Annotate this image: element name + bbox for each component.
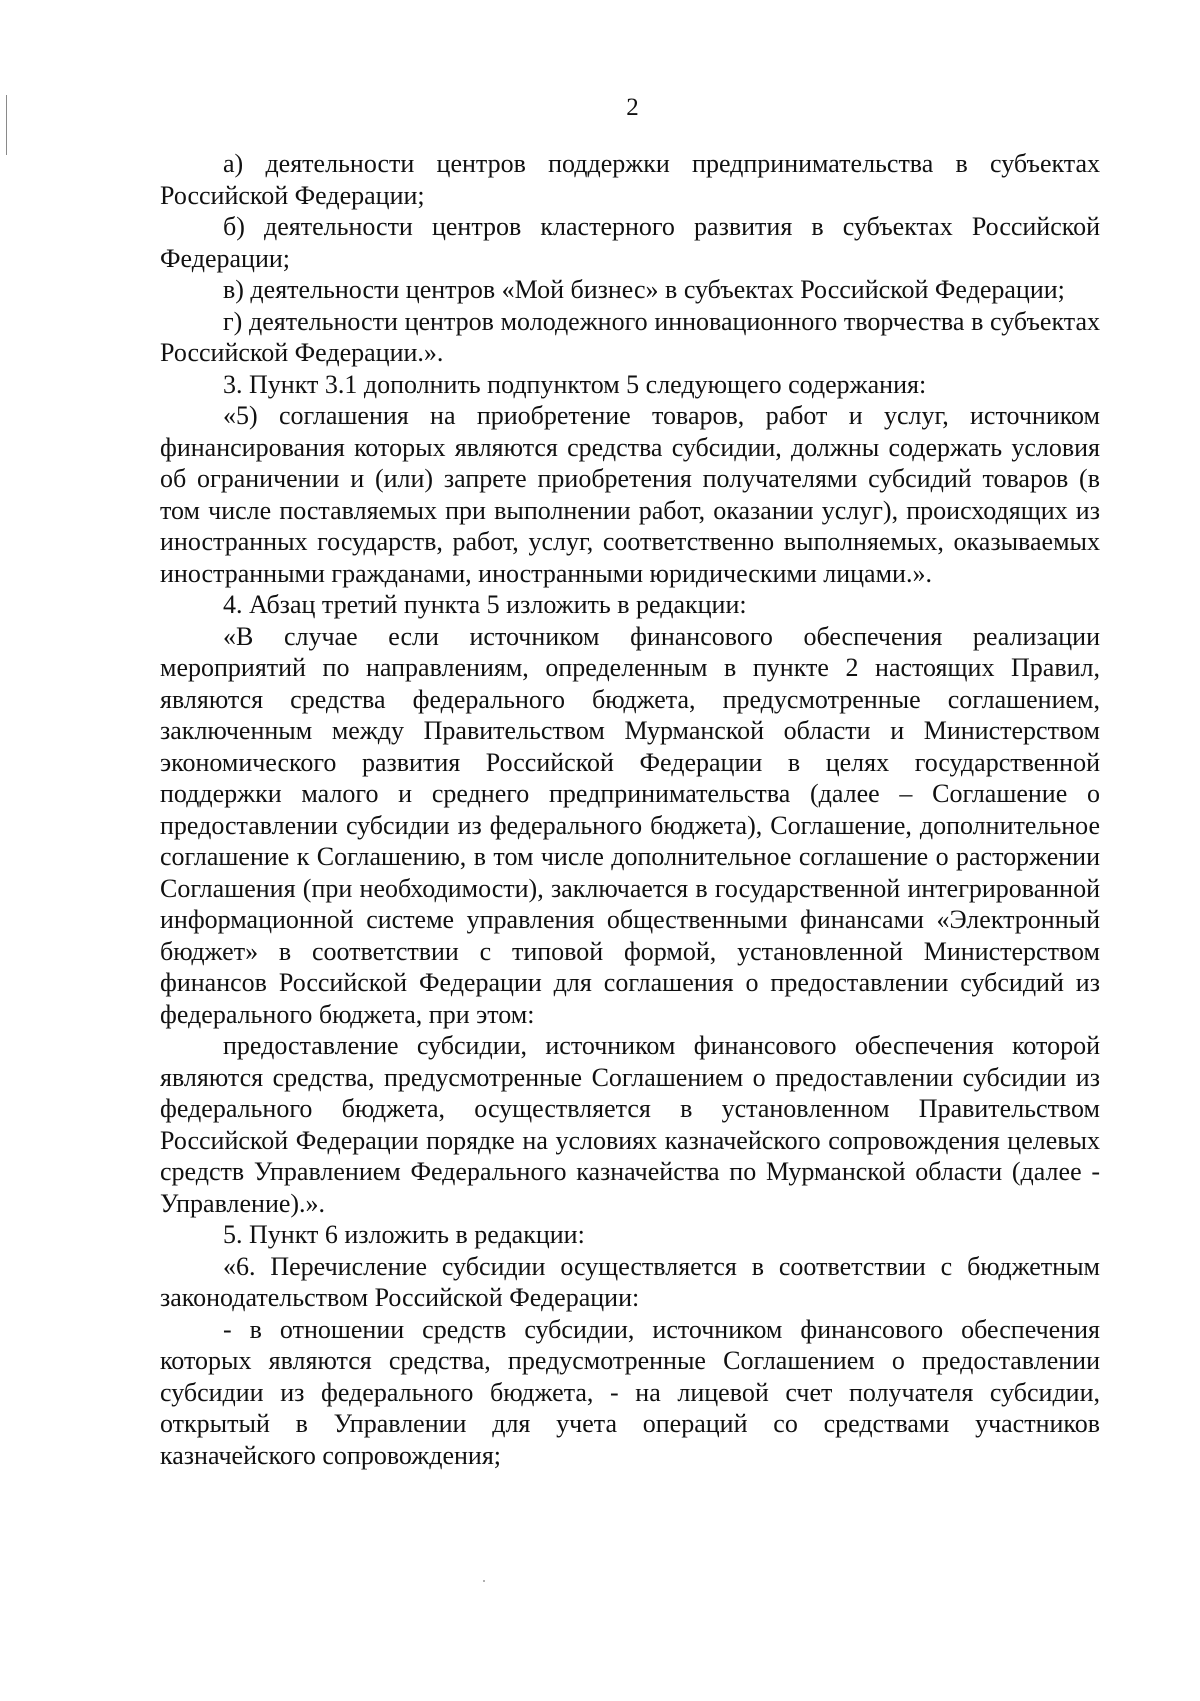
paragraph-item-3: 3. Пункт 3.1 дополнить подпунктом 5 следующего содержания: bbox=[223, 369, 927, 399]
paragraph-subitem-a: а) деятельности центров поддержки предпринимательства в субъектах Российской Федерации; bbox=[160, 149, 1100, 210]
paragraph-item-5-bullet: - в отношении средств субсидии, источником финансового обеспечения которых являются средства, предусмотренные Соглашением о предоставлении субсидии из федерального бюджета, - на лицевой счет получателя субсидии, открытый в Управлении для учета операций со средствами участников казначейского сопровождения; bbox=[160, 1314, 1100, 1470]
paragraph-subitem-b: б) деятельности центров кластерного развития в субъектах Российской Федерации; bbox=[160, 212, 1100, 273]
paragraph-item-5: 5. Пункт 6 изложить в редакции: bbox=[223, 1220, 585, 1249]
scan-speck bbox=[483, 1580, 485, 1582]
paragraph-item-4-continuation: предоставление субсидии, источником финансового обеспечения которой являются средства, предусмотренные Соглашением о предоставлении субсидии из федерального бюджета, осуществляется в установленном Правительством Российской Федерации порядке на условиях казначейского сопровождения целевых средств Управлением Федерального казначейства по Мурманской области (далее - Управление).». bbox=[160, 1031, 1100, 1218]
paragraph-item-4-text: «В случае если источником финансового обеспечения реализации мероприятий по направлениям, определенным в пункте 2 настоящих Правил, являются средства федерального бюджета, предусмотренные соглашением, заключенным между Правительством Мурманской области и Министерством экономического развития Российской Федерации в целях государственной поддержки малого и среднего предпринимательства (далее – Соглашение о предоставлении субсидии из федерального бюджета), Соглашение, дополнительное соглашение к Соглашению, в том числе дополнительное соглашение о расторжении Соглашения (при необходимости), заключается в государственной интегрированной информационной системе управления общественными финансами «Электронный бюджет» в соответствии с типовой формой, установленной Министерством финансов Российской Федерации для соглашения о предоставлении субсидий из федерального бюджета, при этом: bbox=[160, 621, 1100, 1029]
paragraph-item-5-text: «6. Перечисление субсидии осуществляется в соответствии с бюджетным законодательством Российской Федерации: bbox=[160, 1251, 1100, 1312]
paragraph-item-4: 4. Абзац третий пункта 5 изложить в редакции: bbox=[223, 590, 747, 619]
page-number: 2 bbox=[626, 94, 639, 121]
paragraph-subitem-v: в) деятельности центров «Мой бизнес» в субъектах Российской Федерации; bbox=[223, 275, 1065, 304]
document-body bbox=[160, 148, 1100, 1471]
paragraph-subitem-g: г) деятельности центров молодежного инновационного творчества в субъектах Российской Федерации.». bbox=[160, 306, 1100, 367]
paragraph-item-3-text: «5) соглашения на приобретение товаров, работ и услуг, источником финансирования которых являются средства субсидии, должны содержать условия об ограничении и (или) запрете приобретения получателями субсидий товаров (в том числе поставляемых при выполнении работ, оказании услуг), происходящих из иностранных государств, работ, услуг, соответственно выполняемых, оказываемых иностранными гражданами, иностранными юридическими лицами.». bbox=[160, 401, 1100, 588]
